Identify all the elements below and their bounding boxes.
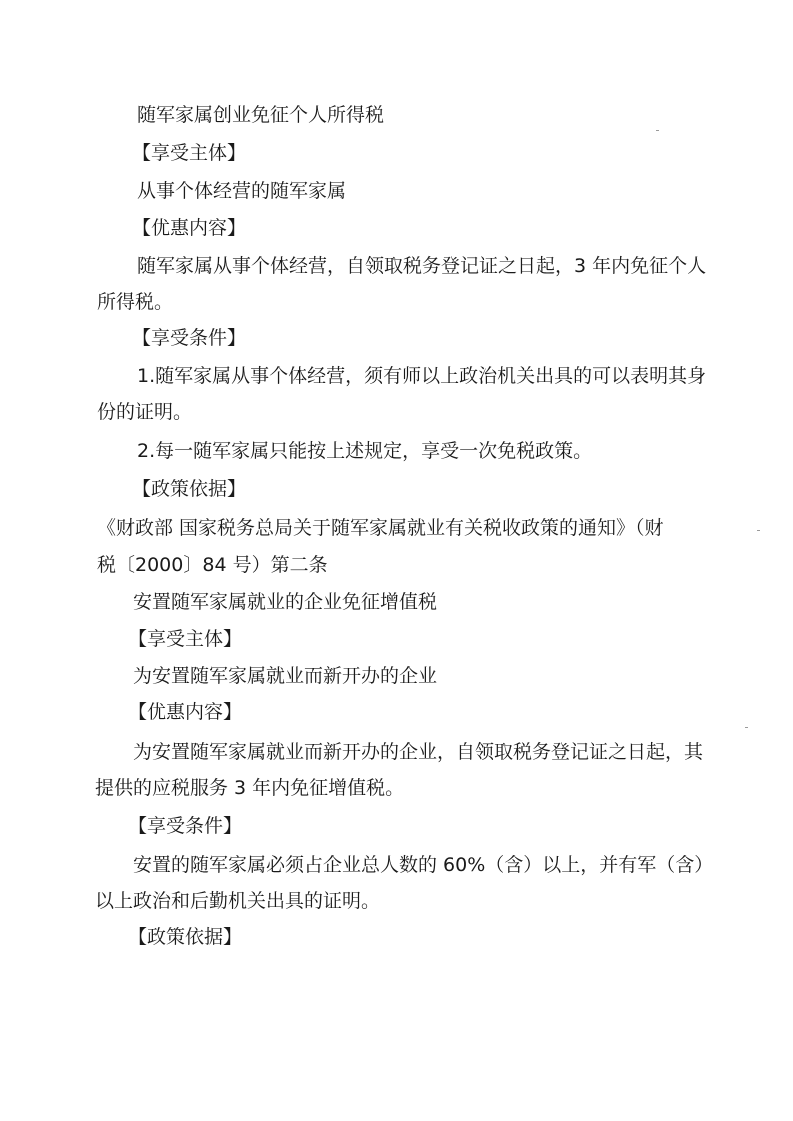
section2-benefit-line2: 提供的应税服务 3 年内免征增值税。 <box>95 777 405 799</box>
section1-benefit-heading: 【优惠内容】 <box>132 217 247 239</box>
scan-speck <box>757 530 760 531</box>
section1-basis-heading: 【政策依据】 <box>132 478 247 500</box>
section2-condition-line2: 以上政治和后勤机关出具的证明。 <box>95 890 381 912</box>
section2-conditions-heading: 【享受条件】 <box>128 815 243 837</box>
section1-benefit-line2: 所得税。 <box>97 291 174 313</box>
section2-benefit-heading: 【优惠内容】 <box>128 701 243 723</box>
section2-subject-heading: 【享受主体】 <box>128 628 243 650</box>
section1-benefit-line1: 随军家属从事个体经营，自领取税务登记证之日起，3 年内免征个人 <box>137 255 707 277</box>
section1-basis-line1: 《财政部 国家税务总局关于随军家属就业有关税收政策的通知》（财 <box>97 517 664 539</box>
section1-subject-heading: 【享受主体】 <box>132 142 247 164</box>
section2-basis-heading: 【政策依据】 <box>128 926 243 948</box>
section1-condition1-line2: 份的证明。 <box>97 401 193 423</box>
section1-conditions-heading: 【享受条件】 <box>132 327 247 349</box>
section1-subject-text: 从事个体经营的随军家属 <box>137 180 347 202</box>
scan-speck <box>745 727 748 728</box>
section1-condition2: 2.每一随军家属只能按上述规定，享受一次免税政策。 <box>137 440 593 462</box>
section1-basis-line2: 税〔2000〕84 号）第二条 <box>97 554 328 576</box>
section2-subject-text: 为安置随军家属就业而新开办的企业 <box>133 665 438 687</box>
scan-speck <box>656 130 659 131</box>
section2-title: 安置随军家属就业的企业免征增值税 <box>133 591 438 613</box>
section1-condition1-line1: 1.随军家属从事个体经营，须有师以上政治机关出具的可以表明其身 <box>137 365 707 387</box>
section2-condition-line1: 安置的随军家属必须占企业总人数的 60%（含）以上，并有军（含） <box>133 854 714 876</box>
section1-title: 随军家属创业免征个人所得税 <box>137 104 385 126</box>
section2-benefit-line1: 为安置随军家属就业而新开办的企业，自领取税务登记证之日起，其 <box>133 741 704 763</box>
